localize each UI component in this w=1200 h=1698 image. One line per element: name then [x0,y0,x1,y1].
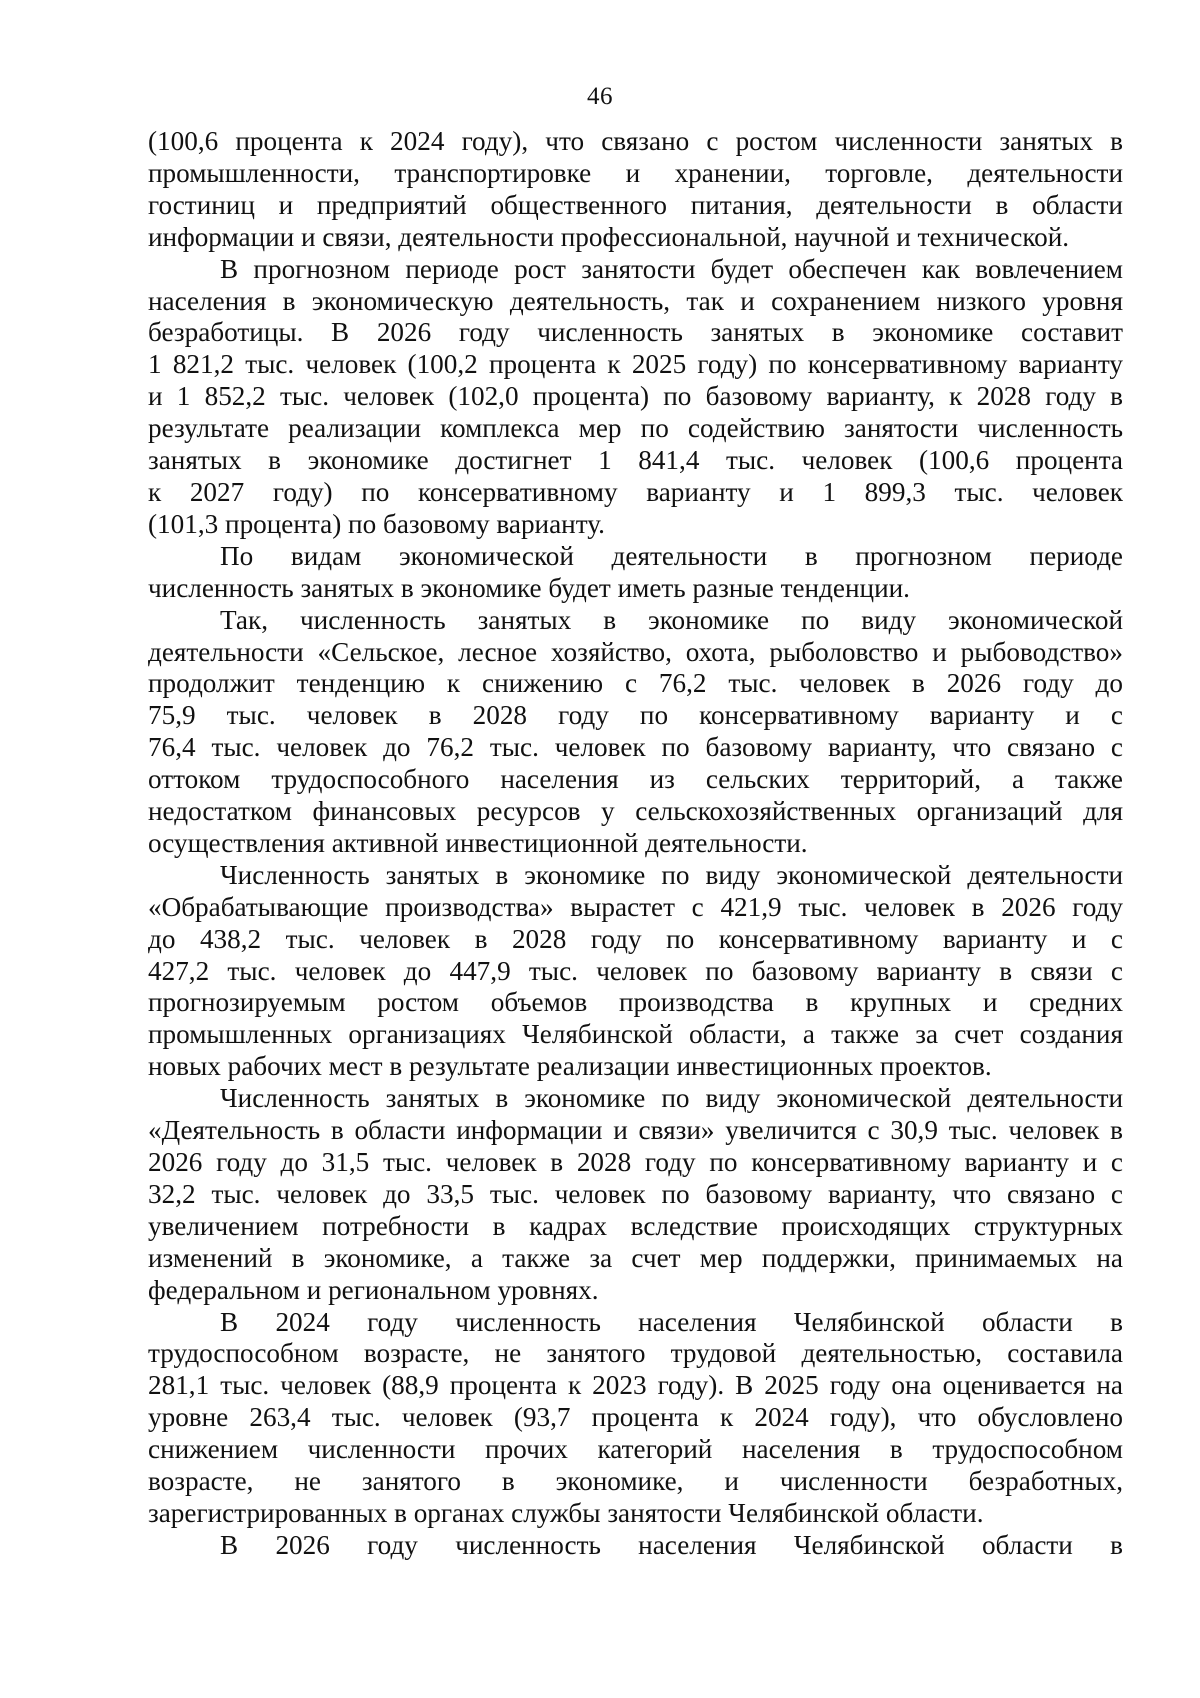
text-line: промышленных организациях Челябинской области, а также за счет создания [148,1019,1123,1050]
text-line: Так, численность занятых в экономике по виду экономической [220,604,1123,635]
text-line: 281,1 тыс. человек (88,9 процента к 2023 году). В 2025 году она оценивается на [148,1370,1123,1401]
text-line: населения в экономическую деятельность, так и сохранением низкого уровня [148,285,1123,316]
text-line: 1 821,2 тыс. человек (100,2 процента к 2025 году) по консервативному варианту [148,349,1123,380]
text-line: до 438,2 тыс. человек в 2028 году по консервативному варианту и с [148,923,1123,954]
text-line: В 2026 году численность населения Челябинской области в [220,1529,1123,1560]
text-line: уровне 263,4 тыс. человек (93,7 процента к 2024 году), что обусловлено [148,1402,1123,1433]
text-line: численность занятых в экономике будет иметь разные тенденции. [148,572,910,603]
text-line: По видам экономической деятельности в прогнозном периоде [220,540,1123,571]
text-line: Численность занятых в экономике по виду экономической деятельности [220,859,1123,890]
paragraph [148,1307,1123,1530]
paragraph [148,1530,1123,1562]
paragraph [148,254,1123,541]
text-line: деятельности «Сельское, лесное хозяйство, охота, рыболовство и рыбоводство» [148,636,1123,667]
text-line: федеральном и региональном уровнях. [148,1274,599,1305]
paragraph [148,605,1123,860]
text-line: оттоком трудоспособного населения из сельских территорий, а также [148,764,1123,795]
text-line: возрасте, не занятого в экономике, и численности безработных, [148,1466,1123,1497]
text-line: осуществления активной инвестиционной деятельности. [148,827,808,858]
text-line: В 2024 году численность населения Челябинской области в [220,1306,1123,1337]
text-line: Численность занятых в экономике по виду экономической деятельности [220,1083,1123,1114]
text-line: 76,4 тыс. человек до 76,2 тыс. человек по базовому варианту, что связано с [148,732,1123,763]
text-line: 32,2 тыс. человек до 33,5 тыс. человек по базовому варианту, что связано с [148,1178,1123,1209]
text-line: (101,3 процента) по базовому варианту. [148,508,605,539]
text-line: трудоспособном возрасте, не занятого трудовой деятельностью, составила [148,1338,1123,1369]
text-line: к 2027 году) по консервативному варианту и 1 899,3 тыс. человек [148,476,1123,507]
text-line: занятых в экономике достигнет 1 841,4 тыс. человек (100,6 процента [148,445,1123,476]
text-line: гостиниц и предприятий общественного питания, деятельности в области [148,189,1123,220]
text-line: 75,9 тыс. человек в 2028 году по консервативному варианту и с [148,700,1123,731]
text-line: и 1 852,2 тыс. человек (102,0 процента) по базовому варианту, к 2028 году в [148,381,1123,412]
text-line: «Обрабатывающие производства» вырастет с 421,9 тыс. человек в 2026 году [148,891,1123,922]
text-line: недостатком финансовых ресурсов у сельскохозяйственных организаций для [148,796,1123,827]
text-line: прогнозируемым ростом объемов производства в крупных и средних [148,987,1123,1018]
text-line: 2026 году до 31,5 тыс. человек в 2028 году по консервативному варианту и с [148,1147,1123,1177]
text-line: результате реализации комплекса мер по содействию занятости численность [148,413,1123,444]
text-line: увеличением потребности в кадрах вследствие происходящих структурных [148,1210,1123,1241]
page-number: 46 [587,83,613,110]
text-line: промышленности, транспортировке и хранении, торговле, деятельности [148,157,1123,188]
text-line: (100,6 процента к 2024 году), что связано с ростом численности занятых в [148,126,1123,156]
text-line: зарегистрированных в органах службы занятости Челябинской области. [148,1497,984,1528]
text-line: безработицы. В 2026 году численность занятых в экономике составит [148,317,1123,348]
text-line: снижением численности прочих категорий населения в трудоспособном [148,1434,1123,1465]
text-line: В прогнозном периоде рост занятости будет обеспечен как вовлечением [220,253,1123,284]
paragraph [148,1083,1123,1306]
text-line: новых рабочих мест в результате реализации инвестиционных проектов. [148,1051,992,1082]
text-line: 427,2 тыс. человек до 447,9 тыс. человек по базовому варианту в связи с [148,955,1123,986]
text-line: «Деятельность в области информации и связи» увеличится с 30,9 тыс. человек в [148,1115,1123,1146]
paragraph [148,541,1123,605]
paragraph [148,126,1123,254]
paragraph [148,860,1123,1083]
text-line: информации и связи, деятельности профессиональной, научной и технической. [148,221,1070,252]
text-line: изменений в экономике, а также за счет мер поддержки, принимаемых на [148,1242,1123,1273]
document-body [148,126,1123,1562]
text-line: продолжит тенденцию к снижению с 76,2 тыс. человек в 2026 году до [148,668,1123,699]
